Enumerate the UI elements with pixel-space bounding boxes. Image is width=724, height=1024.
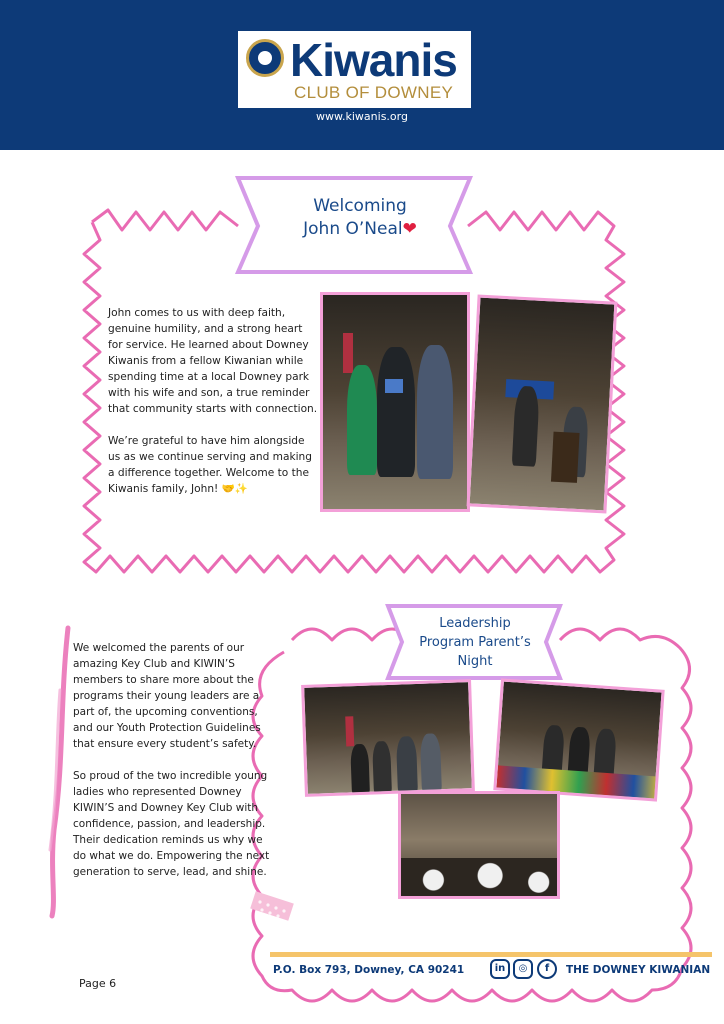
welcome-banner (260, 195, 460, 241)
heart-icon: ❤ (402, 219, 417, 239)
leadership-banner (400, 614, 550, 671)
leadership-article (73, 640, 271, 880)
banner-line: Night (457, 654, 493, 669)
footer-address: P.O. Box 793, Downey, CA 90241 (273, 964, 465, 976)
logo-subtitle: CLUB OF DOWNEY (294, 83, 454, 102)
linkedin-icon[interactable]: in (490, 959, 510, 979)
logo-wordmark: Kiwanis (290, 34, 457, 86)
banner-line: Leadership (439, 616, 511, 631)
parents-night-photo-banquet[interactable] (398, 791, 560, 899)
parents-night-photo-students[interactable] (493, 678, 664, 801)
instagram-icon[interactable]: ◎ (513, 959, 533, 979)
washi-tape (250, 891, 294, 920)
welcome-article (108, 305, 320, 497)
article-paragraph: We’re grateful to have him alongside us as we continue serving and making a difference together. Welcome to the Kiwanis family, John! 🤝✨ (108, 435, 312, 495)
article-paragraph: So proud of the two incredible young ladies who represented Downey KIWIN’S and Downey Key Club with confidence, passion, and leadership. Their dedication reminds us why we do what we do. Empowering the next generation to serve, lead, and shine. (73, 770, 270, 878)
banner-line-name: John O’Neal (303, 219, 403, 239)
footer-rule (270, 952, 712, 957)
parents-night-photo-group[interactable] (301, 679, 475, 797)
banner-line (260, 218, 460, 241)
pink-brush-stroke (52, 628, 68, 916)
page-number: Page 6 (79, 977, 117, 990)
newsletter-title: THE DOWNEY KIWANIAN (566, 964, 711, 976)
article-paragraph: We welcomed the parents of our amazing Key Club and KIWIN’S members to share more about the programs their young leaders are a part of, the upcoming conventions, and our Youth Protection Guidelines that ensure every student’s safety. (73, 642, 261, 750)
banner-line: Welcoming (313, 196, 407, 216)
website-link[interactable]: www.kiwanis.org (316, 110, 408, 123)
welcome-photo-speech[interactable] (467, 294, 618, 513)
facebook-icon[interactable]: f (537, 959, 557, 979)
article-paragraph: John comes to us with deep faith, genuine humility, and a strong heart for service. He learned about Downey Kiwanis from a fellow Kiwanian while spending time at a local Downey park with his wife and son, a true reminder that community starts with connection. (108, 307, 318, 415)
welcome-photo-group[interactable] (320, 292, 470, 512)
banner-line: Program Parent’s (419, 635, 531, 650)
